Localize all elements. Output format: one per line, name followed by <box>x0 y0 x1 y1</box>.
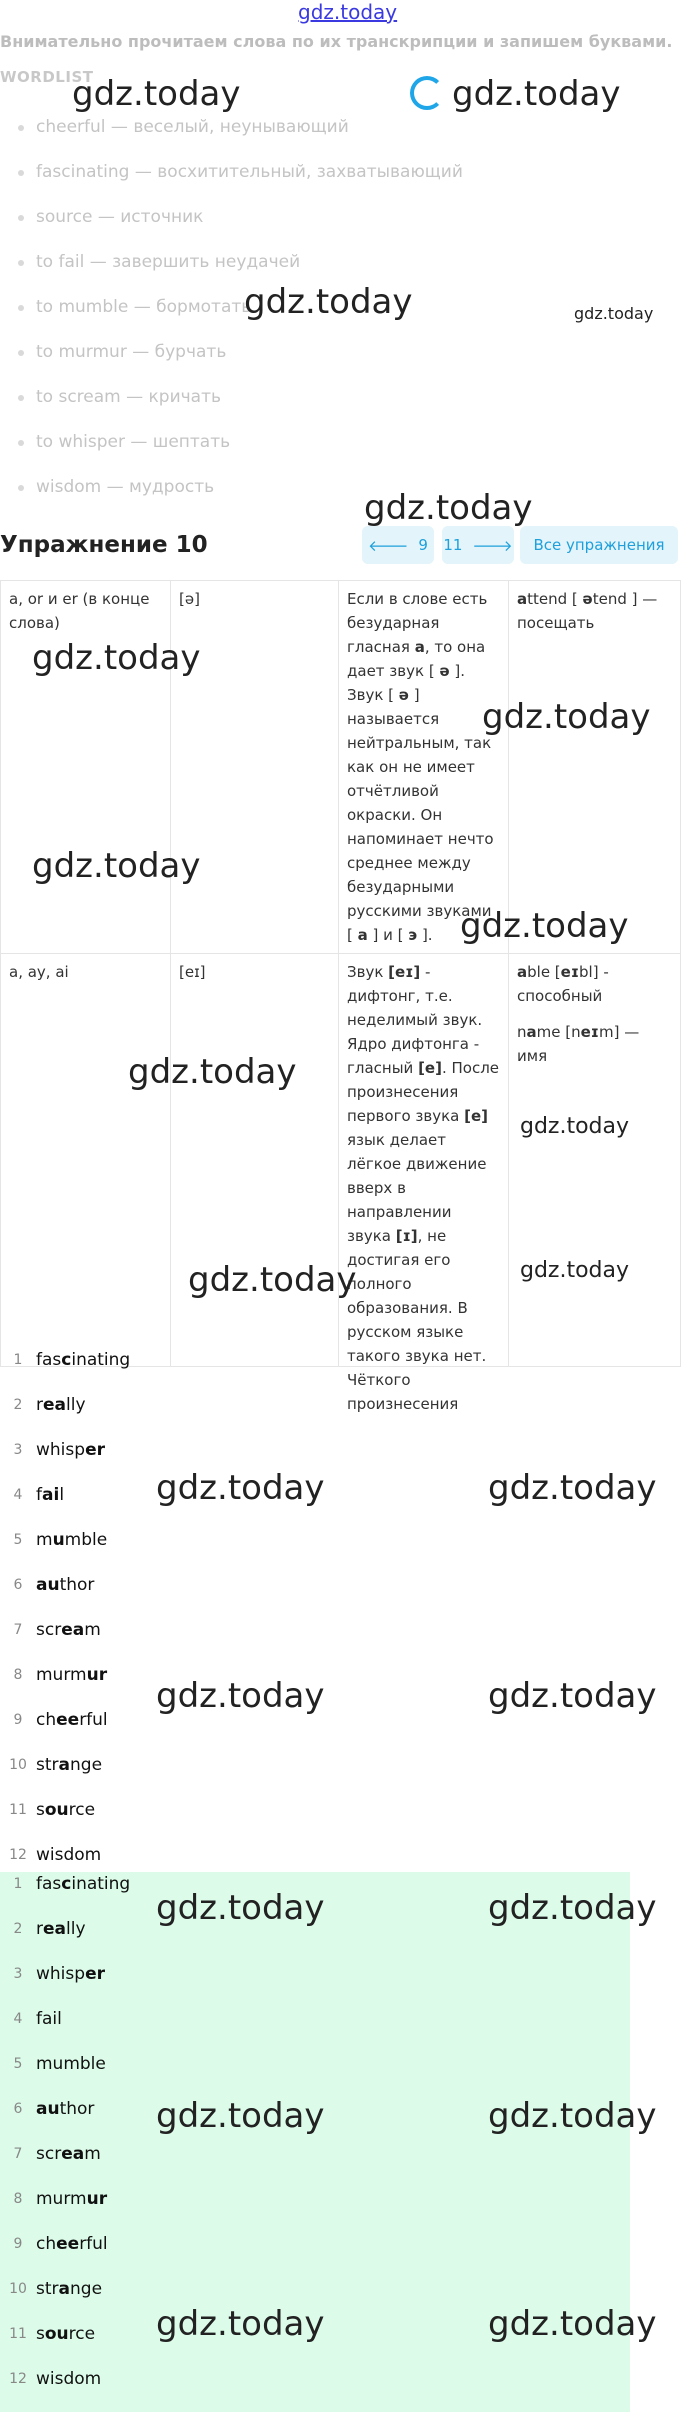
cell-text: ] называется нейтральным, так как он не имеет отчётливой окраски. Он напоминает нечто среднее между безударными русскими звуками [ <box>347 686 494 944</box>
list-item: wisdom — мудрость <box>18 476 463 521</box>
cell-text: a, ay, ai <box>9 963 69 981</box>
word-part: fas <box>36 1874 62 1894</box>
watermark: gdz.today <box>482 697 651 737</box>
word-part: m <box>84 1620 101 1640</box>
watermark: gdz.today <box>452 74 621 114</box>
list-item <box>0 2142 630 2187</box>
watermark: gdz.today <box>488 1676 657 1716</box>
answer-word <box>36 1962 105 1986</box>
list-item-number: 11 <box>9 2326 27 2342</box>
word-letters-bold: au <box>36 1575 60 1595</box>
example-cell <box>509 954 681 1367</box>
cell-text: tend ] — посещать <box>517 590 658 632</box>
word-part: fail <box>36 2009 62 2029</box>
answer-word <box>36 1872 130 1896</box>
list-item-number: 1 <box>13 1352 23 1368</box>
list-item-number: 11 <box>9 1802 27 1818</box>
word-letters-bold: ea <box>61 1620 85 1640</box>
cell-text: , то она дает звук [ <box>347 638 486 680</box>
list-item: source — источник <box>18 206 463 251</box>
exercise-title: Упражнение 10 <box>0 532 208 558</box>
word-part: f <box>36 1485 42 1505</box>
answer-word <box>36 2322 95 2346</box>
loading-spinner-icon <box>410 76 444 110</box>
word-part: r <box>36 1919 43 1939</box>
cell-bold: ə <box>582 590 593 608</box>
cell-text: Звук <box>347 963 389 981</box>
list-item-number: 9 <box>13 2236 23 2252</box>
answer-word <box>36 1573 94 1597</box>
next-exercise-label: 11 <box>443 536 463 554</box>
table-row <box>1 954 681 1367</box>
watermark: gdz.today <box>32 846 201 886</box>
list-item <box>0 1962 630 2007</box>
word-part: lly <box>66 1919 86 1939</box>
cell-text: язык делает лёгкое движение вверх в направлении звука <box>347 1131 487 1245</box>
list-item-number: 2 <box>13 1921 23 1937</box>
list-item-number: 4 <box>13 2011 23 2027</box>
word-letters-bold: ea <box>43 1919 67 1939</box>
cell-text: Если в слове есть безударная гласная <box>347 590 488 656</box>
all-exercises-label: Все упражнения <box>533 536 665 554</box>
list-item-number: 5 <box>13 2056 23 2072</box>
answer-word <box>36 1348 130 1372</box>
word-part: nge <box>70 2279 103 2299</box>
cell-text: bl] - способный <box>517 963 609 1005</box>
example-line <box>517 1020 672 1068</box>
word-letters-bold: a <box>58 1755 70 1775</box>
word-part: rce <box>68 2324 96 2344</box>
letters-cell <box>1 954 171 1367</box>
list-item: fascinating — восхитительный, захватывающий <box>18 161 463 206</box>
list-item <box>0 1528 630 1573</box>
list-item: to whisper — шептать <box>18 431 463 476</box>
answer-word <box>36 2097 94 2121</box>
cell-bold: a <box>517 963 528 981</box>
word-part: thor <box>59 2099 95 2119</box>
word-letters-bold: er <box>85 1440 105 1460</box>
answer-word <box>36 1438 105 1462</box>
watermark: gdz.today <box>488 2304 657 2344</box>
cell-text: ttend [ <box>527 590 583 608</box>
word-part: m <box>84 2144 101 2164</box>
answer-word <box>36 1663 107 1687</box>
list-item: to murmur — бурчать <box>18 341 463 386</box>
list-item-number: 8 <box>13 1667 23 1683</box>
task-text: Внимательно прочитаем слова по их транскрипции и запишем буквами. <box>0 32 673 51</box>
watermark: gdz.today <box>72 74 241 114</box>
answer-word <box>36 1393 86 1417</box>
list-item <box>0 1753 630 1798</box>
word-part: thor <box>59 1575 95 1595</box>
site-logo[interactable]: gdz.today <box>298 0 398 24</box>
word-part: lly <box>66 1395 86 1415</box>
answer-word <box>36 1753 102 1777</box>
list-item <box>0 1798 630 1843</box>
word-part: wisdom <box>36 2369 102 2389</box>
word-part: mumble <box>36 2054 106 2074</box>
answer-word <box>36 1843 101 1867</box>
cell-bold: [eɪ] <box>388 963 421 981</box>
word-part: s <box>36 1800 45 1820</box>
cell-text: ble [ <box>527 963 561 981</box>
watermark: gdz.today <box>156 1888 325 1928</box>
description-cell <box>339 954 509 1413</box>
list-item-number: 6 <box>13 2101 23 2117</box>
list-item: to scream — кричать <box>18 386 463 431</box>
word-part: murm <box>36 1665 87 1685</box>
watermark: gdz.today <box>244 282 413 322</box>
cell-bold: a <box>526 1023 537 1041</box>
all-exercises-button[interactable] <box>520 526 678 564</box>
word-letters-bold: c <box>61 1350 72 1370</box>
word-letters-bold: ou <box>44 2324 69 2344</box>
arrow-right-icon: 🡒 <box>472 536 513 555</box>
word-letters-bold: ee <box>56 1710 80 1730</box>
list-item-number: 12 <box>9 2371 27 2387</box>
answer-word <box>36 2142 101 2166</box>
word-letters-bold: au <box>36 2099 60 2119</box>
word-letters-bold: ur <box>86 1665 108 1685</box>
word-part: mble <box>64 1530 108 1550</box>
word-part: scr <box>36 2144 62 2164</box>
cell-text: [ə] <box>179 590 200 608</box>
answer-list <box>0 1348 630 1888</box>
cell-bold: a <box>517 590 528 608</box>
word-part: l <box>59 1485 65 1505</box>
word-part: s <box>36 2324 45 2344</box>
word-part: rful <box>79 2234 108 2254</box>
word-part: whisp <box>36 1440 86 1460</box>
word-part: m <box>36 1530 53 1550</box>
prev-exercise-label: 9 <box>418 536 428 554</box>
answer-word <box>36 1798 95 1822</box>
watermark: gdz.today <box>188 1260 357 1300</box>
answer-word <box>36 1483 64 1507</box>
cell-text: - дифтонг, т.е. неделимый звук. Ядро дифтонга - гласный <box>347 963 483 1077</box>
watermark: gdz.today <box>128 1052 297 1092</box>
word-part: inating <box>71 1874 131 1894</box>
arrow-left-icon: 🡐 <box>368 536 409 555</box>
list-item-number: 10 <box>9 1757 27 1773</box>
watermark: gdz.today <box>520 1258 630 1283</box>
list-item-number: 10 <box>9 2281 27 2297</box>
list-item-number: 7 <box>13 1622 23 1638</box>
list-item: to mumble — бормотать <box>18 296 463 341</box>
word-letters-bold: c <box>61 1874 72 1894</box>
word-letters-bold: ea <box>61 2144 85 2164</box>
word-letters-bold: a <box>58 2279 70 2299</box>
watermark: gdz.today <box>364 488 533 528</box>
word-part: ch <box>36 2234 57 2254</box>
cell-text: ] и [ <box>367 926 409 944</box>
word-part: fas <box>36 1350 62 1370</box>
watermark: gdz.today <box>488 1468 657 1508</box>
sound-cell <box>171 581 339 954</box>
list-item: to fail — завершить неудачей <box>18 251 463 296</box>
cell-bold: ə <box>398 686 409 704</box>
word-letters-bold: ea <box>43 1395 67 1415</box>
list-item <box>0 2187 630 2232</box>
cell-text: , не достигая его полного образования. В русском языке такого звука нет. Чёткого произнесения <box>347 1227 487 1413</box>
list-item-number: 9 <box>13 1712 23 1728</box>
word-part: r <box>36 1395 43 1415</box>
word-part: rful <box>79 1710 108 1730</box>
example-line <box>517 960 672 1008</box>
list-item-number: 1 <box>13 1876 23 1892</box>
word-part: str <box>36 2279 59 2299</box>
list-item <box>0 2052 630 2097</box>
list-item <box>0 2007 630 2052</box>
list-item <box>0 2367 630 2412</box>
prev-exercise-button[interactable] <box>362 526 434 564</box>
answer-word <box>36 2007 62 2031</box>
cell-bold: э <box>408 926 418 944</box>
list-item-number: 12 <box>9 1847 27 1863</box>
watermark: gdz.today <box>488 1888 657 1928</box>
answer-word <box>36 2277 102 2301</box>
list-item <box>0 1348 630 1393</box>
cell-bold: ə <box>439 662 450 680</box>
word-letters-bold: er <box>85 1964 105 1984</box>
answer-word <box>36 2187 107 2211</box>
word-letters-bold: ee <box>56 2234 80 2254</box>
wordlist-title: WORDLIST <box>0 68 94 86</box>
word-part: wisdom <box>36 1845 102 1865</box>
word-part: nge <box>70 1755 103 1775</box>
cell-text: ]. Звук [ <box>347 662 466 704</box>
word-part: whisp <box>36 1964 86 1984</box>
sound-cell <box>171 954 339 1367</box>
watermark: gdz.today <box>156 2304 325 2344</box>
watermark: gdz.today <box>520 1114 630 1139</box>
list-item <box>0 1573 630 1618</box>
list-item-number: 3 <box>13 1966 23 1982</box>
cell-bold: [e] <box>464 1107 489 1125</box>
cell-bold: [ɪ] <box>395 1227 418 1245</box>
watermark: gdz.today <box>156 2096 325 2136</box>
watermark: gdz.today <box>156 1676 325 1716</box>
cell-text: ]. <box>417 926 433 944</box>
cell-text: me [n <box>536 1023 581 1041</box>
list-item <box>0 1393 630 1438</box>
watermark: gdz.today <box>32 638 201 678</box>
answer-word <box>36 1618 101 1642</box>
answer-word <box>36 1917 86 1941</box>
list-item <box>0 1618 630 1663</box>
word-letters-bold: ur <box>86 2189 108 2209</box>
letters-cell <box>1 581 171 954</box>
answer-word <box>36 1528 107 1552</box>
list-item-number: 8 <box>13 2191 23 2207</box>
answer-word <box>36 2367 101 2391</box>
cell-bold: [e] <box>418 1059 442 1077</box>
word-letters-bold: ou <box>44 1800 69 1820</box>
next-exercise-button[interactable] <box>442 526 514 564</box>
cell-text: a, or и er (в конце слова) <box>9 590 150 632</box>
cell-text: [eɪ] <box>179 963 206 981</box>
list-item-number: 7 <box>13 2146 23 2162</box>
word-part: scr <box>36 1620 62 1640</box>
answer-word <box>36 2052 106 2076</box>
list-item: cheerful — веселый, неунывающий <box>18 116 463 161</box>
cell-text: m] — имя <box>517 1023 640 1065</box>
description-cell <box>339 581 509 954</box>
word-part: str <box>36 1755 59 1775</box>
word-part: inating <box>71 1350 131 1370</box>
list-item-number: 6 <box>13 1577 23 1593</box>
list-item-number: 3 <box>13 1442 23 1458</box>
word-letters-bold: u <box>52 1530 65 1550</box>
word-letters-bold: ai <box>42 1485 60 1505</box>
list-item-number: 5 <box>13 1532 23 1548</box>
watermark: gdz.today <box>460 906 629 946</box>
list-item-number: 4 <box>13 1487 23 1503</box>
word-part: murm <box>36 2189 87 2209</box>
word-part: ch <box>36 1710 57 1730</box>
cell-bold: а <box>357 926 368 944</box>
watermark: gdz.today <box>574 304 654 323</box>
answer-word <box>36 1708 108 1732</box>
example-cell <box>509 581 681 954</box>
cell-bold: a <box>414 638 425 656</box>
word-part: rce <box>68 1800 96 1820</box>
cell-bold: eɪ <box>560 963 580 981</box>
cell-bold: eɪ <box>580 1023 599 1041</box>
list-item-number: 2 <box>13 1397 23 1413</box>
cell-text: . После произнесения первого звука <box>347 1059 500 1125</box>
table-row <box>1 581 681 954</box>
cell-text: n <box>517 1023 527 1041</box>
list-item <box>0 2232 630 2277</box>
watermark: gdz.today <box>488 2096 657 2136</box>
answer-word <box>36 2232 108 2256</box>
watermark: gdz.today <box>156 1468 325 1508</box>
